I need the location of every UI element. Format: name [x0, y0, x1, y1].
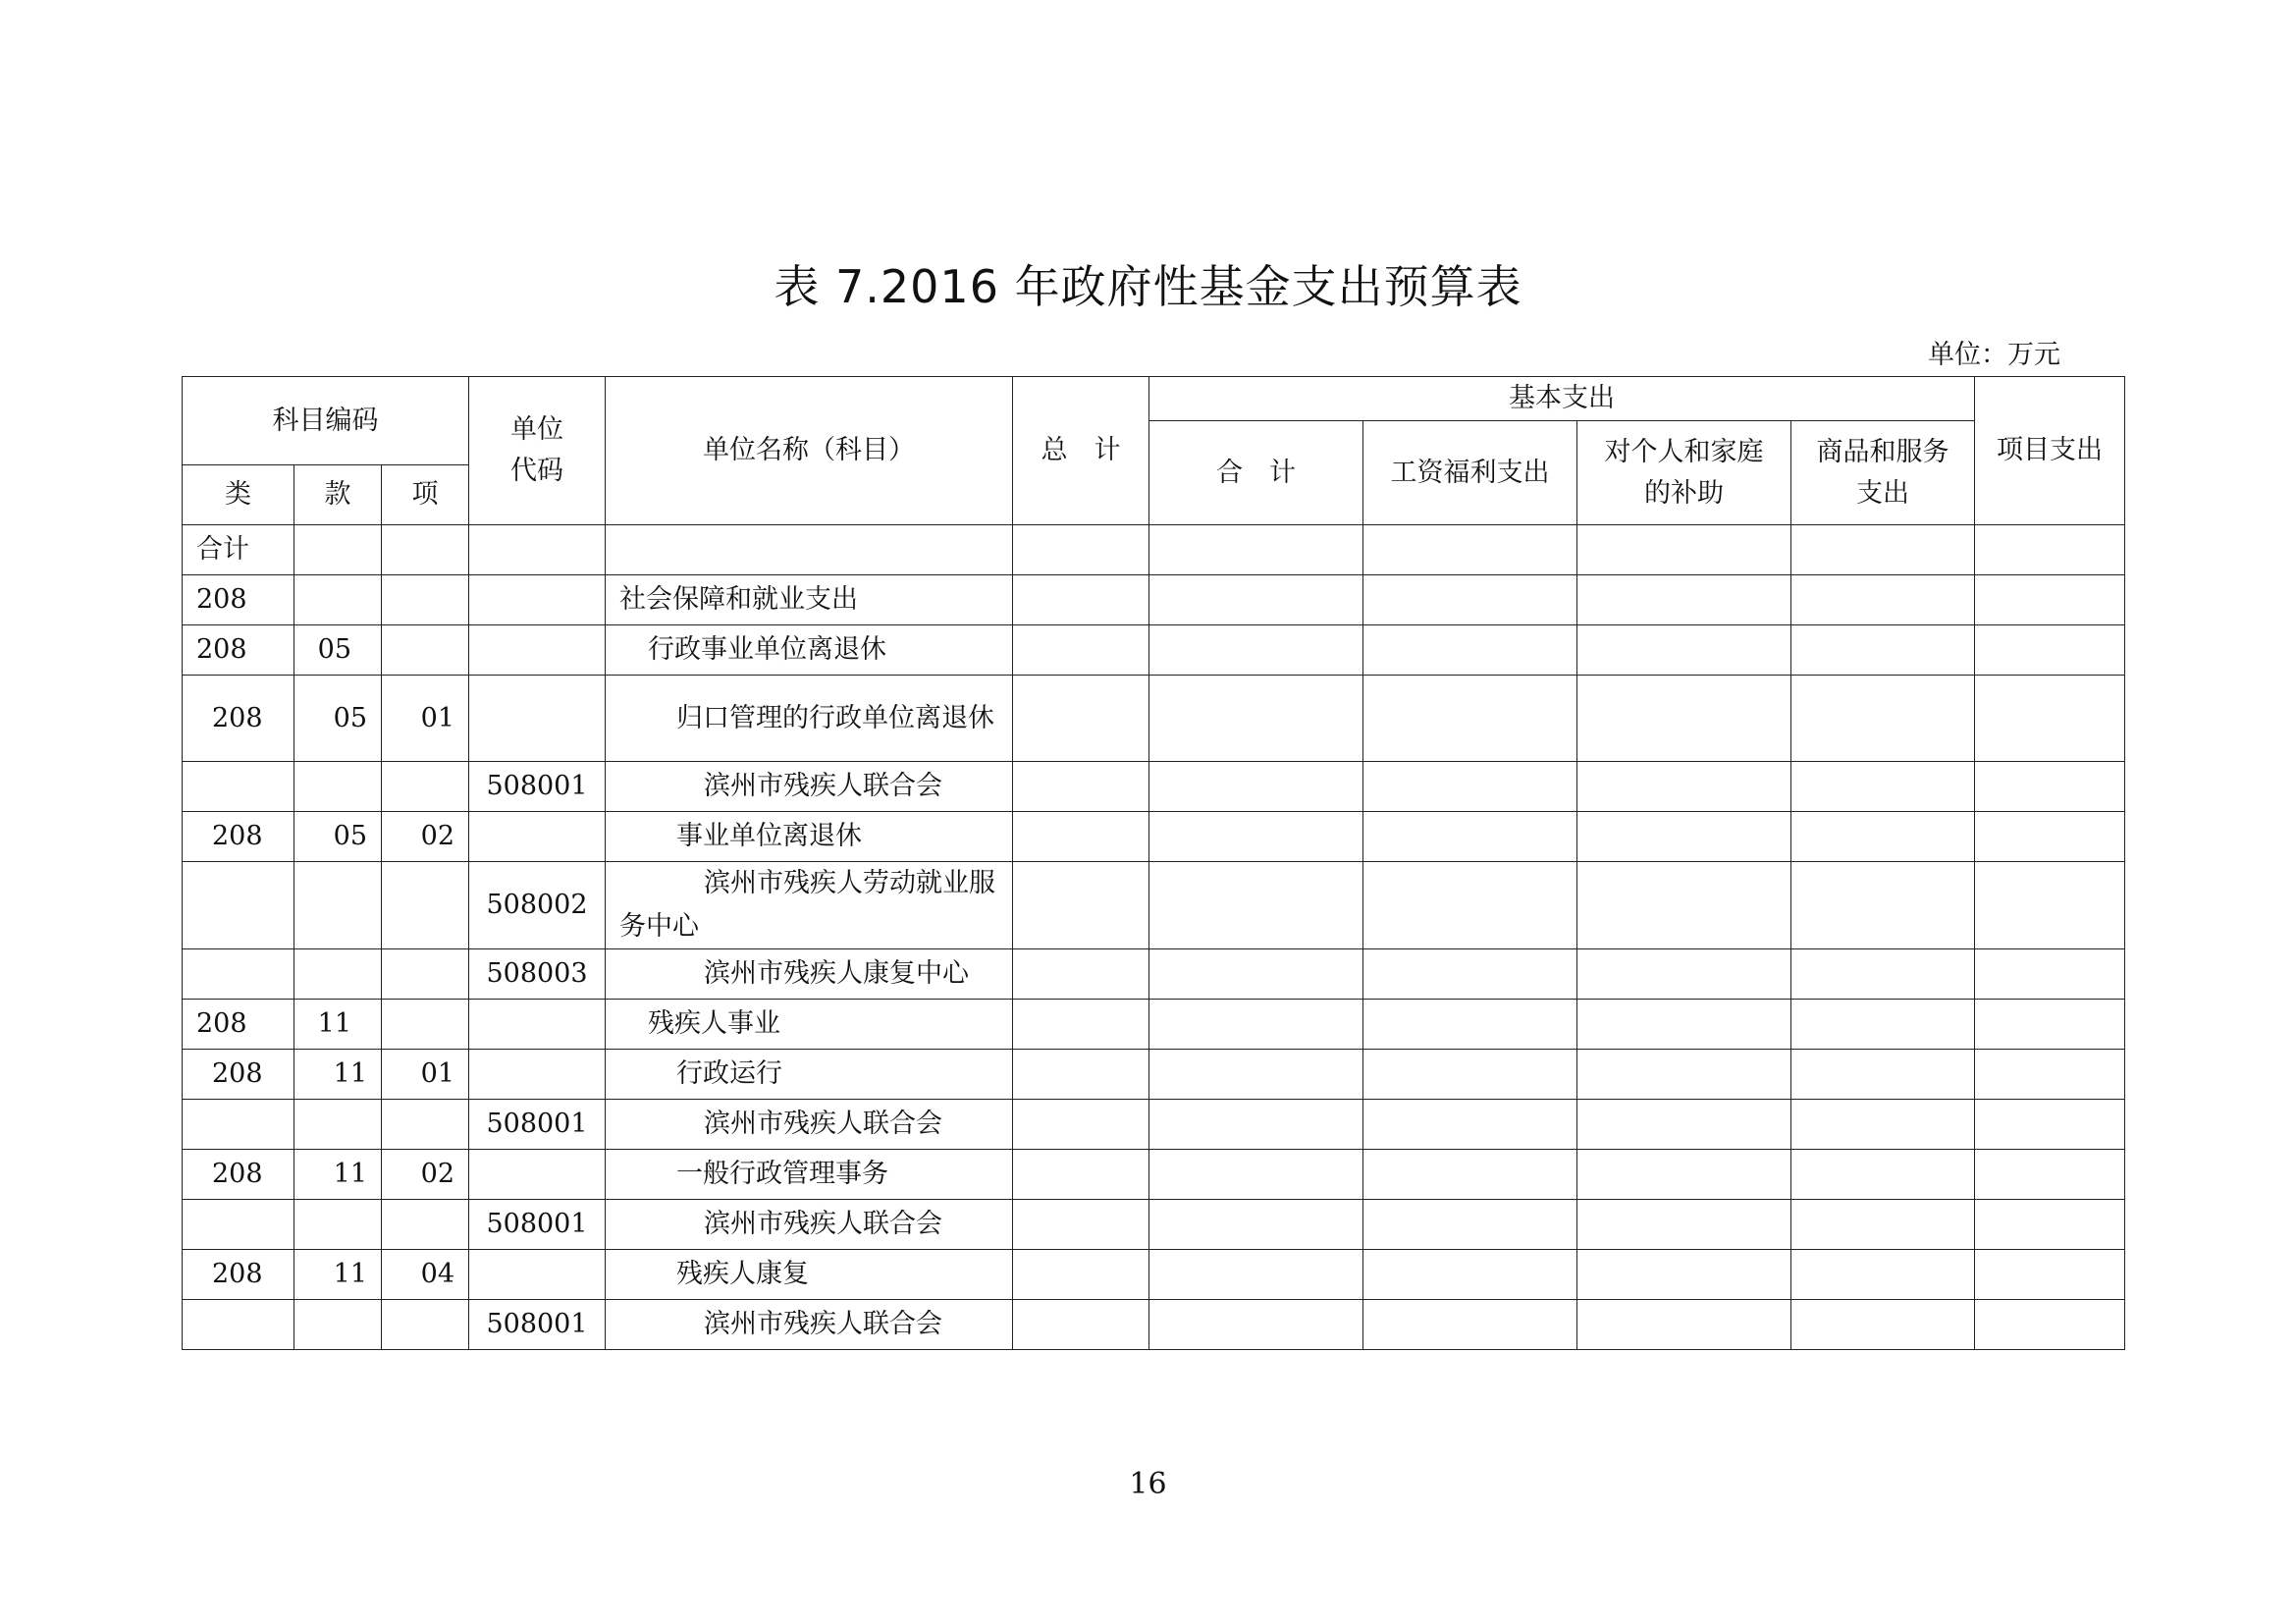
cell-lei — [183, 949, 294, 1000]
header-xiang: 项 — [382, 465, 469, 525]
cell-wages — [1363, 1200, 1577, 1250]
cell-xiang — [382, 762, 469, 812]
cell-xiang — [382, 625, 469, 676]
cell-lei: 合计 — [183, 525, 294, 575]
cell-kuan — [294, 1300, 382, 1350]
cell-subsidies — [1577, 812, 1791, 862]
cell-lei: 208 — [183, 1150, 294, 1200]
cell-kuan: 11 — [294, 1050, 382, 1100]
cell-unit-code — [469, 812, 606, 862]
cell-kuan — [294, 525, 382, 575]
cell-total — [1013, 949, 1149, 1000]
cell-total — [1013, 676, 1149, 762]
cell-kuan: 05 — [294, 625, 382, 676]
cell-xiang — [382, 949, 469, 1000]
cell-subtotal — [1149, 676, 1363, 762]
cell-total — [1013, 625, 1149, 676]
table-row — [183, 1050, 2125, 1100]
cell-wages — [1363, 1150, 1577, 1200]
cell-subtotal — [1149, 1300, 1363, 1350]
cell-unit-code — [469, 525, 606, 575]
cell-kuan: 11 — [294, 1000, 382, 1050]
cell-wages — [1363, 762, 1577, 812]
cell-total — [1013, 1000, 1149, 1050]
cell-subtotal — [1149, 1150, 1363, 1200]
cell-xiang — [382, 862, 469, 949]
cell-goods-services — [1791, 625, 1975, 676]
cell-wages — [1363, 949, 1577, 1000]
cell-subtotal — [1149, 1200, 1363, 1250]
cell-unit-code: 508001 — [469, 1200, 606, 1250]
header-project-expenditure: 项目支出 — [1975, 377, 2125, 525]
table-row — [183, 676, 2125, 762]
cell-lei: 208 — [183, 625, 294, 676]
table-row — [183, 1000, 2125, 1050]
page-title: 表 7.2016 年政府性基金支出预算表 — [774, 260, 1522, 313]
cell-subtotal — [1149, 762, 1363, 812]
table-row — [183, 949, 2125, 1000]
budget-table — [182, 376, 2125, 1350]
cell-lei: 208 — [183, 676, 294, 762]
table-header — [183, 377, 2125, 525]
cell-subtotal — [1149, 812, 1363, 862]
cell-goods-services — [1791, 862, 1975, 949]
cell-wages — [1363, 525, 1577, 575]
cell-subtotal — [1149, 625, 1363, 676]
cell-lei: 208 — [183, 1000, 294, 1050]
header-unit-code-text: 单位代码 — [510, 414, 564, 486]
cell-subtotal — [1149, 949, 1363, 1000]
cell-subsidies — [1577, 525, 1791, 575]
cell-unit-code — [469, 1250, 606, 1300]
cell-goods-services — [1791, 676, 1975, 762]
cell-subsidies — [1577, 1200, 1791, 1250]
cell-subsidies — [1577, 625, 1791, 676]
table-row — [183, 1150, 2125, 1200]
table-row — [183, 1300, 2125, 1350]
cell-total — [1013, 1150, 1149, 1200]
cell-unit-name: 行政运行 — [606, 1050, 1013, 1100]
cell-subsidies — [1577, 1000, 1791, 1050]
cell-project — [1975, 762, 2125, 812]
header-subsidies — [1577, 421, 1791, 525]
cell-unit-name: 事业单位离退休 — [606, 812, 1013, 862]
cell-lei — [183, 862, 294, 949]
cell-total — [1013, 1200, 1149, 1250]
table-row — [183, 762, 2125, 812]
cell-xiang — [382, 575, 469, 625]
cell-goods-services — [1791, 949, 1975, 1000]
cell-project — [1975, 1000, 2125, 1050]
cell-project — [1975, 575, 2125, 625]
cell-kuan — [294, 1100, 382, 1150]
cell-unit-code — [469, 625, 606, 676]
cell-goods-services — [1791, 525, 1975, 575]
cell-unit-code — [469, 575, 606, 625]
cell-total — [1013, 762, 1149, 812]
cell-unit-name: 滨州市残疾人康复中心 — [606, 949, 1013, 1000]
cell-unit-name: 残疾人事业 — [606, 1000, 1013, 1050]
cell-project — [1975, 1150, 2125, 1200]
cell-subsidies — [1577, 1100, 1791, 1150]
cell-subtotal — [1149, 862, 1363, 949]
cell-wages — [1363, 812, 1577, 862]
header-goods-services-text: 商品和服务支出 — [1816, 436, 1949, 509]
cell-xiang — [382, 1000, 469, 1050]
cell-unit-name: 滨州市残疾人劳动就业服务中心 — [606, 862, 1013, 949]
cell-goods-services — [1791, 812, 1975, 862]
cell-subtotal — [1149, 1050, 1363, 1100]
cell-lei: 208 — [183, 1250, 294, 1300]
cell-goods-services — [1791, 1150, 1975, 1200]
cell-goods-services — [1791, 1300, 1975, 1350]
cell-project — [1975, 1100, 2125, 1150]
cell-lei — [183, 1100, 294, 1150]
cell-xiang: 01 — [382, 1050, 469, 1100]
cell-xiang: 01 — [382, 676, 469, 762]
cell-wages — [1363, 1050, 1577, 1100]
cell-kuan — [294, 1200, 382, 1250]
cell-unit-code: 508003 — [469, 949, 606, 1000]
cell-subsidies — [1577, 1300, 1791, 1350]
header-subsidies-text: 对个人和家庭的补助 — [1604, 436, 1764, 509]
cell-wages — [1363, 1300, 1577, 1350]
cell-project — [1975, 625, 2125, 676]
cell-unit-name: 残疾人康复 — [606, 1250, 1013, 1300]
cell-kuan — [294, 762, 382, 812]
cell-xiang: 02 — [382, 1150, 469, 1200]
cell-total — [1013, 1300, 1149, 1350]
cell-subsidies — [1577, 862, 1791, 949]
table-body — [183, 525, 2125, 1350]
cell-goods-services — [1791, 1050, 1975, 1100]
header-basic-expenditure: 基本支出 — [1149, 377, 1975, 421]
cell-project — [1975, 1300, 2125, 1350]
cell-project — [1975, 1050, 2125, 1100]
cell-project — [1975, 525, 2125, 575]
cell-subtotal — [1149, 1100, 1363, 1150]
cell-total — [1013, 1250, 1149, 1300]
cell-wages — [1363, 676, 1577, 762]
page-number: 16 — [1129, 1467, 1167, 1501]
cell-unit-name: 一般行政管理事务 — [606, 1150, 1013, 1200]
cell-subsidies — [1577, 1250, 1791, 1300]
header-unit-name: 单位名称（科目） — [606, 377, 1013, 525]
cell-unit-code: 508002 — [469, 862, 606, 949]
cell-unit-name: 社会保障和就业支出 — [606, 575, 1013, 625]
cell-unit-name: 滨州市残疾人联合会 — [606, 762, 1013, 812]
header-unit-code — [469, 377, 606, 525]
cell-kuan: 05 — [294, 676, 382, 762]
cell-lei — [183, 1300, 294, 1350]
cell-project — [1975, 812, 2125, 862]
cell-wages — [1363, 625, 1577, 676]
cell-xiang — [382, 525, 469, 575]
cell-lei: 208 — [183, 812, 294, 862]
header-total: 总 计 — [1013, 377, 1149, 525]
cell-unit-name — [606, 525, 1013, 575]
cell-xiang — [382, 1200, 469, 1250]
cell-subsidies — [1577, 949, 1791, 1000]
cell-goods-services — [1791, 575, 1975, 625]
cell-subsidies — [1577, 1050, 1791, 1100]
cell-goods-services — [1791, 762, 1975, 812]
cell-total — [1013, 862, 1149, 949]
cell-kuan: 05 — [294, 812, 382, 862]
cell-subtotal — [1149, 525, 1363, 575]
cell-unit-code: 508001 — [469, 1100, 606, 1150]
cell-unit-code — [469, 1000, 606, 1050]
cell-subsidies — [1577, 1150, 1791, 1200]
cell-xiang — [382, 1100, 469, 1150]
header-subject-code: 科目编码 — [183, 377, 469, 465]
cell-unit-code: 508001 — [469, 1300, 606, 1350]
cell-total — [1013, 1050, 1149, 1100]
cell-project — [1975, 676, 2125, 762]
cell-kuan: 11 — [294, 1250, 382, 1300]
header-goods-services — [1791, 421, 1975, 525]
cell-goods-services — [1791, 1200, 1975, 1250]
cell-xiang — [382, 1300, 469, 1350]
cell-total — [1013, 812, 1149, 862]
cell-goods-services — [1791, 1000, 1975, 1050]
cell-wages — [1363, 1250, 1577, 1300]
table-row — [183, 1250, 2125, 1300]
table-row — [183, 862, 2125, 949]
cell-lei: 208 — [183, 1050, 294, 1100]
cell-kuan: 11 — [294, 1150, 382, 1200]
header-wages: 工资福利支出 — [1363, 421, 1577, 525]
table-row — [183, 625, 2125, 676]
cell-wages — [1363, 862, 1577, 949]
cell-lei — [183, 1200, 294, 1250]
cell-kuan — [294, 575, 382, 625]
cell-unit-name: 归口管理的行政单位离退休 — [606, 676, 1013, 762]
cell-wages — [1363, 575, 1577, 625]
cell-unit-name: 滨州市残疾人联合会 — [606, 1100, 1013, 1150]
cell-kuan — [294, 949, 382, 1000]
cell-project — [1975, 949, 2125, 1000]
header-lei: 类 — [183, 465, 294, 525]
cell-unit-code — [469, 1150, 606, 1200]
table-row — [183, 575, 2125, 625]
header-subtotal: 合 计 — [1149, 421, 1363, 525]
cell-unit-code — [469, 1050, 606, 1100]
cell-subsidies — [1577, 762, 1791, 812]
cell-unit-name: 滨州市残疾人联合会 — [606, 1200, 1013, 1250]
header-kuan: 款 — [294, 465, 382, 525]
table-row — [183, 1100, 2125, 1150]
cell-lei — [183, 762, 294, 812]
cell-goods-services — [1791, 1250, 1975, 1300]
cell-goods-services — [1791, 1100, 1975, 1150]
cell-total — [1013, 525, 1149, 575]
cell-subtotal — [1149, 575, 1363, 625]
cell-unit-code — [469, 676, 606, 762]
cell-wages — [1363, 1000, 1577, 1050]
cell-xiang: 04 — [382, 1250, 469, 1300]
cell-unit-name: 行政事业单位离退休 — [606, 625, 1013, 676]
cell-unit-name: 滨州市残疾人联合会 — [606, 1300, 1013, 1350]
cell-project — [1975, 1200, 2125, 1250]
cell-kuan — [294, 862, 382, 949]
cell-project — [1975, 862, 2125, 949]
cell-subtotal — [1149, 1000, 1363, 1050]
table-row — [183, 1200, 2125, 1250]
cell-total — [1013, 575, 1149, 625]
cell-xiang: 02 — [382, 812, 469, 862]
cell-subsidies — [1577, 676, 1791, 762]
cell-lei: 208 — [183, 575, 294, 625]
table-row — [183, 812, 2125, 862]
cell-wages — [1363, 1100, 1577, 1150]
table-row — [183, 525, 2125, 575]
cell-subtotal — [1149, 1250, 1363, 1300]
unit-label: 单位：万元 — [1928, 340, 2060, 370]
cell-project — [1975, 1250, 2125, 1300]
cell-total — [1013, 1100, 1149, 1150]
cell-subsidies — [1577, 575, 1791, 625]
cell-unit-code: 508001 — [469, 762, 606, 812]
